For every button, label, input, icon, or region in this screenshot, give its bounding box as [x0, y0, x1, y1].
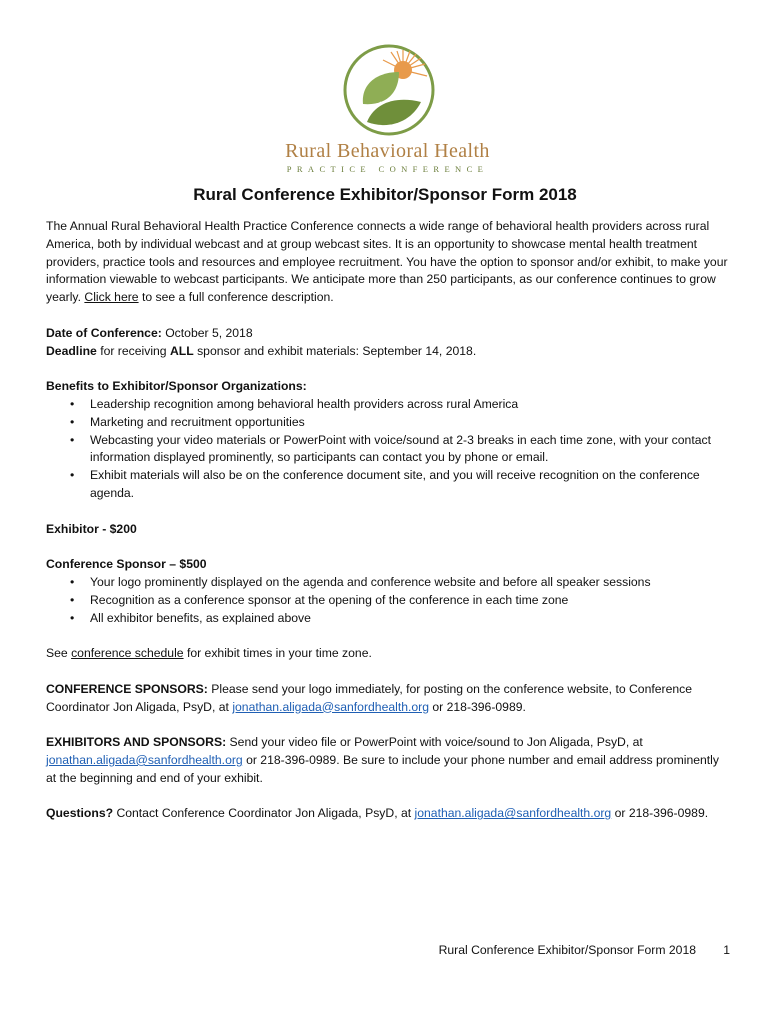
document-body — [46, 218, 731, 823]
deadline-mid: for receiving — [100, 343, 167, 358]
conference-sponsors-after: or 218-396-0989. — [432, 699, 526, 714]
conference-date-value: October 5, 2018 — [165, 325, 253, 340]
intro-link-trailer: to see a full conference description. — [141, 290, 334, 305]
sponsor-benefit-item: • All exhibitor benefits, as explained above — [90, 610, 731, 628]
exhibitors-sponsors-label: EXHIBITORS AND SPONSORS: — [46, 735, 227, 750]
description-link[interactable]: Click here — [84, 290, 139, 305]
page-footer — [420, 943, 730, 957]
conference-schedule-link[interactable]: conference schedule — [71, 646, 184, 661]
schedule-before: See — [46, 646, 68, 661]
exhibitors-sponsors-paragraph — [46, 734, 731, 787]
benefits-heading: Benefits to Exhibitor/Sponsor Organizations: — [46, 379, 307, 394]
exhibitors-sponsors-text: Send your video file or PowerPoint with voice/sound to Jon Aligada, PsyD, at — [229, 735, 643, 750]
leaf-sun-logo-icon — [341, 42, 437, 138]
deadline-all: ALL — [169, 343, 194, 358]
footer-title: Rural Conference Exhibitor/Sponsor Form 2018 — [438, 943, 696, 957]
deadline-rest: sponsor and exhibit materials: September 14, 2018. — [197, 343, 477, 358]
questions-paragraph — [46, 805, 731, 823]
intro-paragraph — [46, 218, 731, 307]
deadline-label: Deadline — [46, 343, 97, 358]
page-number: 1 — [723, 943, 730, 957]
sponsor-benefit-item: • Recognition as a conference sponsor at the opening of the conference in each time zone — [90, 592, 731, 610]
intro-text: The Annual Rural Behavioral Health Practice Conference connects a wide range of behavioral health providers across rural America, both by individual webcast and at group webcast sites. It is an opportunity to showcase mental health treatment providers, practice tools and resources and employee recruitment. You have the option to sponsor and/or exhibit, to make your information viewable to webcast participants. We anticipate more than 250 participants, as our conference continues to grow yearly. — [46, 219, 728, 305]
exhibitors-sponsors-after: or 218-396-0989. Be sure to include your phone number and email address prominently at the beginning and end of your exhibit. — [46, 752, 719, 785]
questions-after: or 218-396-0989. — [614, 806, 709, 821]
conference-sponsors-paragraph — [46, 681, 731, 717]
conference-sponsors-label: CONFERENCE SPONSORS: — [46, 681, 208, 696]
sponsor-price: Conference Sponsor – $500 — [46, 557, 207, 572]
logo-title: Rural Behavioral Health — [285, 140, 490, 162]
sponsor-benefit-item: • Your logo prominently displayed on the agenda and conference website and before all speaker sessions — [90, 574, 731, 592]
coordinator-email-link[interactable]: jonathan.aligada@sanfordhealth.org — [232, 699, 429, 714]
benefits-list — [46, 396, 731, 503]
benefit-item: • Webcasting your video materials or PowerPoint with voice/sound at 2-3 breaks in each time zone, with your contact information displayed prominently, so participants can contact you by phone or email. — [90, 432, 731, 468]
logo-subtitle: PRACTICE CONFERENCE — [286, 164, 489, 174]
schedule-line — [46, 645, 731, 663]
questions-label: Questions? — [46, 806, 114, 821]
schedule-after: for exhibit times in your time zone. — [186, 646, 372, 661]
benefit-item: • Marketing and recruitment opportunities — [90, 414, 731, 432]
deadline-line — [46, 343, 731, 361]
coordinator-email-link[interactable]: jonathan.aligada@sanfordhealth.org — [46, 752, 243, 767]
conference-date-label: Date of Conference: — [46, 325, 162, 340]
document-title: Rural Conference Exhibitor/Sponsor Form 2018 — [193, 185, 577, 204]
questions-text: Contact Conference Coordinator Jon Aligada, PsyD, at — [116, 806, 412, 821]
coordinator-email-link[interactable]: jonathan.aligada@sanfordhealth.org — [414, 806, 612, 821]
benefit-item: • Leadership recognition among behavioral health providers across rural America — [90, 396, 731, 414]
conference-sponsors-text: Please send your logo immediately, for posting on the conference website, to Conference Coordinator Jon Aligada, PsyD, at — [46, 681, 693, 714]
sponsor-benefits-list — [46, 574, 731, 627]
benefit-item: • Exhibit materials will also be on the conference document site, and you will receive recognition on the conference agenda. — [90, 467, 731, 503]
exhibitor-price: Exhibitor - $200 — [46, 521, 137, 536]
conference-logo — [255, 42, 520, 178]
conference-date-line — [46, 325, 731, 343]
